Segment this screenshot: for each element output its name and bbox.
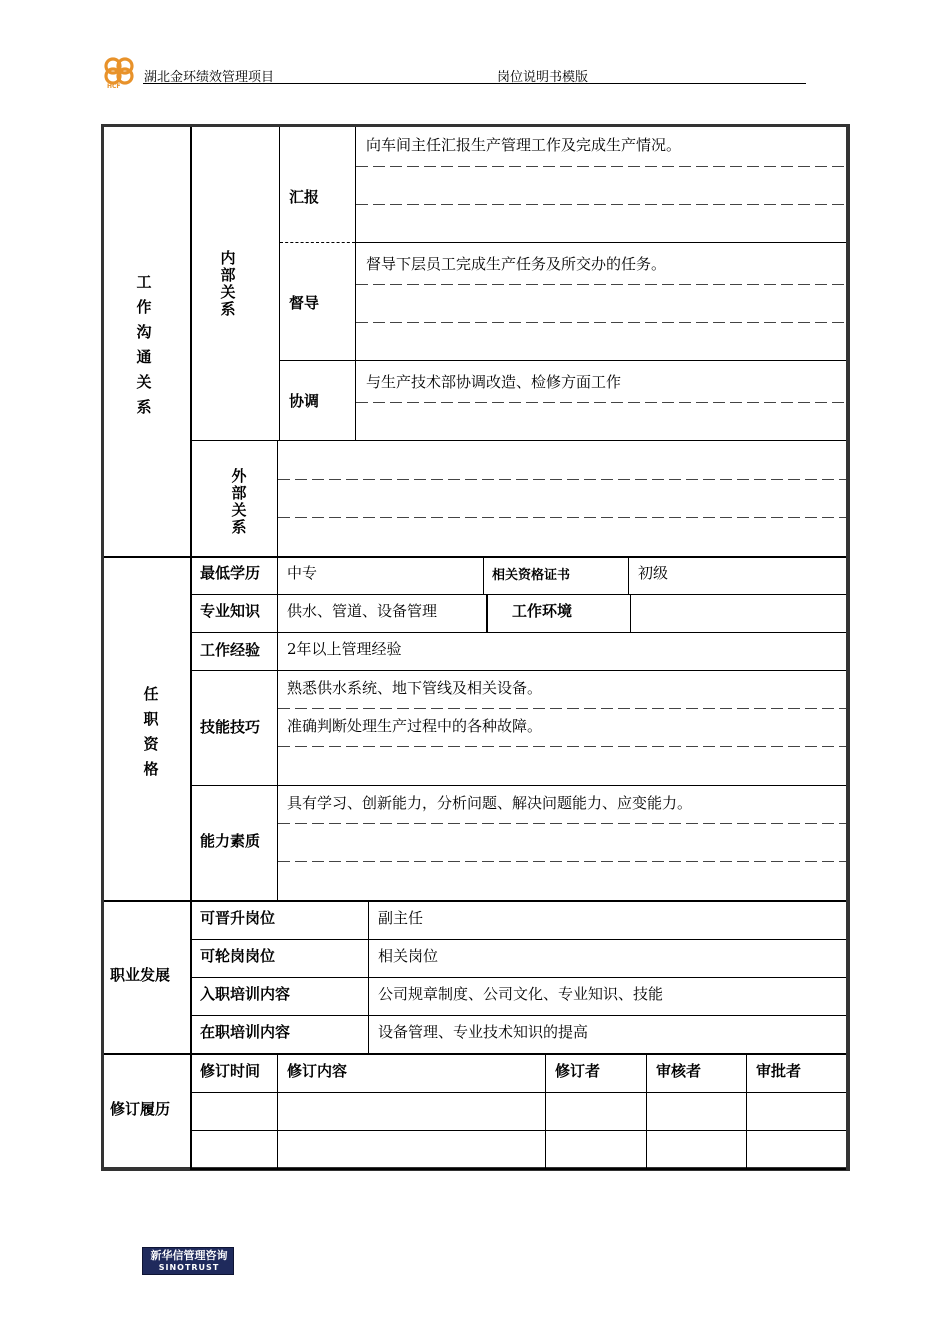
divider: [279, 127, 280, 440]
dashed-line: [278, 746, 846, 747]
divider: [483, 558, 484, 594]
external-relations-label: 外部关系: [231, 467, 247, 536]
dashed-line: [278, 517, 846, 518]
revision-col-approver: 审批者: [756, 1062, 802, 1080]
skills-label: 技能技巧: [200, 718, 261, 736]
divider: [104, 556, 846, 558]
environment-label: 工作环境: [512, 602, 573, 620]
promotion-label: 可晋升岗位: [200, 909, 276, 927]
dashed-line: [278, 708, 846, 709]
internal-relations-label: 内部关系: [220, 249, 236, 318]
divider: [486, 594, 488, 632]
document-title: 岗位说明书模版: [497, 70, 589, 85]
supervise-label: 督导: [289, 294, 320, 312]
education-label: 最低学历: [200, 564, 261, 582]
revision-col-time: 修订时间: [200, 1062, 261, 1080]
divider: [104, 900, 846, 902]
divider: [277, 1055, 278, 1169]
dashed-line: [356, 402, 846, 403]
education-value: 中专: [287, 564, 318, 582]
dashed-line: [356, 166, 846, 167]
skills-line-2: 准确判断处理生产过程中的各种故障。: [287, 717, 543, 735]
dashed-line: [356, 284, 846, 285]
onjob-training-label: 在职培训内容: [200, 1023, 291, 1041]
footer-logo: [142, 1247, 234, 1275]
experience-label: 工作经验: [200, 641, 261, 659]
section-revision-label: 修订履历: [110, 1100, 171, 1118]
rotation-label: 可轮岗岗位: [200, 947, 276, 965]
project-name: 湖北金环绩效管理项目: [144, 70, 275, 85]
knowledge-label: 专业知识: [200, 602, 261, 620]
knowledge-value: 供水、管道、设备管理: [287, 602, 438, 620]
divider: [746, 1055, 747, 1169]
coordinate-label: 协调: [289, 392, 320, 410]
dashed-line: [278, 479, 846, 480]
section-career-label: 职业发展: [110, 966, 171, 984]
header-rule: [143, 83, 806, 84]
onjob-training-value: 设备管理、专业技术知识的提高: [378, 1023, 589, 1041]
rotation-value: 相关岗位: [378, 947, 439, 965]
skills-line-1: 熟悉供水系统、地下管线及相关设备。: [287, 679, 543, 697]
report-label: 汇报: [289, 188, 320, 206]
divider: [192, 594, 846, 595]
experience-value: 2年以上管理经验: [287, 640, 402, 658]
section-qualification-label: 任职资格: [143, 685, 159, 778]
divider: [630, 594, 631, 632]
divider: [190, 1168, 846, 1170]
divider: [545, 1055, 546, 1169]
ability-label: 能力素质: [200, 832, 261, 850]
divider: [192, 939, 846, 940]
divider: [192, 1130, 846, 1131]
company-logo-text: HCF: [107, 83, 121, 90]
divider: [192, 1092, 846, 1093]
divider: [356, 242, 846, 243]
onboarding-training-value: 公司规章制度、公司文化、专业知识、技能: [378, 985, 664, 1003]
divider: [277, 440, 278, 556]
footer-logo-cn: 新华信管理咨询: [150, 1249, 228, 1262]
dashed-line: [356, 204, 846, 205]
revision-col-reviser: 修订者: [555, 1062, 601, 1080]
footer-logo-en: SINOTRUST: [158, 1263, 220, 1272]
onboarding-training-label: 入职培训内容: [200, 985, 291, 1003]
supervise-text: 督导下层员工完成生产任务及所交办的任务。: [366, 255, 667, 273]
divider: [192, 632, 846, 633]
divider: [280, 242, 355, 243]
coordinate-text: 与生产技术部协调改造、检修方面工作: [366, 373, 622, 391]
section-communication-label: 工作沟通关系: [136, 273, 152, 416]
report-text: 向车间主任汇报生产管理工作及完成生产情况。: [366, 136, 682, 154]
certificate-label: 相关资格证书: [492, 568, 571, 583]
divider: [277, 558, 278, 900]
divider: [192, 440, 846, 441]
dashed-line: [278, 823, 846, 824]
revision-col-content: 修订内容: [287, 1062, 348, 1080]
divider: [192, 1015, 846, 1016]
divider: [192, 977, 846, 978]
divider: [628, 558, 629, 594]
divider: [646, 1055, 647, 1169]
divider: [192, 785, 846, 786]
divider: [190, 127, 192, 1169]
dashed-line: [356, 322, 846, 323]
divider: [192, 670, 846, 671]
dashed-line: [278, 861, 846, 862]
divider: [104, 1053, 846, 1055]
divider: [280, 360, 846, 361]
ability-line-1: 具有学习、创新能力，分析问题、解决问题能力、应变能力。: [287, 794, 693, 812]
revision-col-reviewer: 审核者: [656, 1062, 702, 1080]
certificate-value: 初级: [638, 564, 669, 582]
promotion-value: 副主任: [378, 909, 424, 927]
